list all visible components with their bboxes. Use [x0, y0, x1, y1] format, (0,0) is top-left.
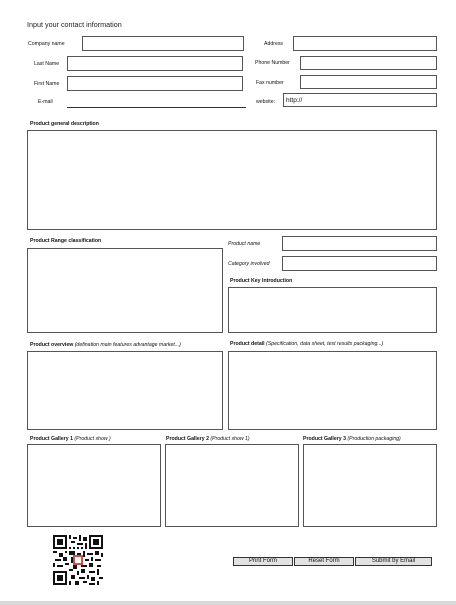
fax-number-label: Fax number — [256, 80, 284, 86]
gallery2-note: (Product show 1) — [210, 436, 250, 442]
product-name-label: Product name — [228, 241, 261, 247]
gallery3-image-area[interactable] — [303, 444, 437, 527]
category-involved-field[interactable] — [282, 256, 437, 271]
page-title: Input your contact information — [27, 20, 122, 29]
website-field[interactable]: http:// — [283, 93, 437, 107]
category-involved-label: Category involved — [228, 261, 270, 267]
gallery1-image-area[interactable] — [27, 444, 161, 527]
gallery2-image-area[interactable] — [165, 444, 299, 527]
range-classification-textarea[interactable] — [27, 248, 223, 333]
detail-heading — [230, 341, 383, 347]
gallery2-title: Product Gallery 2 — [166, 436, 209, 442]
detail-textarea[interactable] — [228, 351, 437, 430]
email-field[interactable] — [67, 94, 246, 108]
key-introduction-textarea[interactable] — [228, 287, 437, 333]
address-field[interactable] — [293, 36, 437, 51]
detail-title: Product detail — [230, 341, 265, 347]
overview-heading — [30, 342, 181, 348]
gallery3-heading — [303, 436, 401, 442]
gallery3-title: Product Gallery 3 — [303, 436, 346, 442]
company-name-label: Company name — [28, 41, 65, 47]
gallery1-title: Product Gallery 1 — [30, 436, 73, 442]
product-name-field[interactable] — [282, 236, 437, 251]
phone-number-label: Phone Number — [255, 60, 290, 66]
website-label: website: — [256, 99, 276, 105]
overview-note: (defination main features advantage market...) — [74, 342, 181, 348]
last-name-label: Last Name — [34, 61, 60, 67]
fax-number-field[interactable] — [300, 75, 437, 89]
submit-by-email-button[interactable]: Submit by Email — [355, 557, 432, 566]
page-bottom-divider — [0, 601, 456, 605]
overview-textarea[interactable] — [27, 351, 223, 430]
general-description-heading: Product general description — [30, 121, 99, 127]
address-label: Address — [264, 41, 284, 47]
key-introduction-heading: Product Key Introduction — [230, 278, 293, 284]
last-name-field[interactable] — [67, 56, 243, 71]
phone-number-field[interactable] — [300, 56, 437, 70]
range-classification-heading: Product Range classification — [30, 238, 102, 244]
reset-form-button[interactable]: Reset Form — [294, 557, 354, 566]
general-description-textarea[interactable] — [27, 130, 437, 230]
gallery2-heading — [166, 436, 250, 442]
company-name-field[interactable] — [82, 36, 244, 51]
qr-code-icon — [53, 535, 103, 585]
overview-title: Product overview — [30, 342, 74, 348]
gallery3-note: (Production packaging) — [347, 436, 401, 442]
print-form-button[interactable]: Print Form — [233, 557, 293, 566]
gallery1-heading — [30, 436, 111, 442]
email-label: E-mail — [38, 99, 53, 105]
detail-note: (Specification, data sheet, test results packaging...) — [266, 341, 384, 347]
first-name-field[interactable] — [67, 76, 243, 91]
first-name-label: First Name — [34, 81, 60, 87]
gallery1-note: (Product show ) — [74, 436, 111, 442]
